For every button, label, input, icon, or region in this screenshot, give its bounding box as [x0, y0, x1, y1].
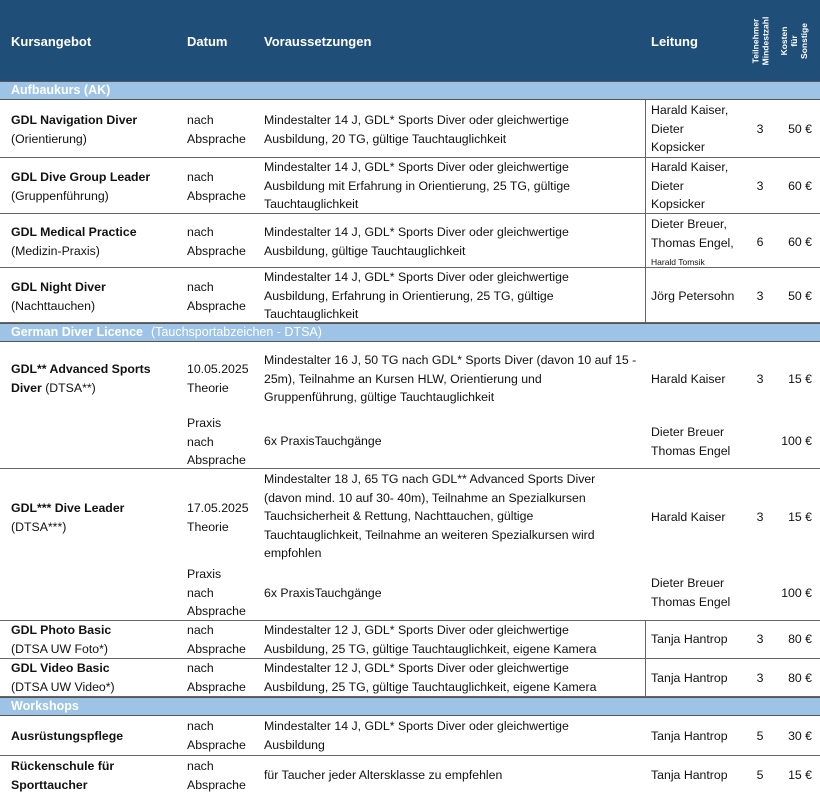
course-leader: Jörg Petersohn	[651, 289, 735, 303]
course-leader: Tanja Hantrop	[651, 632, 728, 646]
section-workshops	[0, 697, 820, 716]
header-leitung: Leitung	[651, 34, 698, 49]
header-datum: Datum	[187, 34, 228, 49]
course-requirements: Mindestalter 14 J, GDL* Sports Diver oder gleichwertige Ausbildung	[264, 719, 569, 752]
course-cost: 15 €	[788, 372, 812, 386]
course-cost: 15 €	[788, 510, 812, 524]
course-name: GDL Medical Practice (Medizin-Praxis)	[11, 225, 137, 258]
course-requirements: Mindestalter 14 J, GDL* Sports Diver oder gleichwertige Ausbildung, Erfahrung in Orientierung, 25 TG, gültige Tauchtauglichkeit	[264, 270, 569, 321]
header-voraussetzungen: Voraussetzungen	[264, 34, 372, 49]
course-leader: Harald Kaiser	[651, 372, 726, 386]
table-row	[0, 659, 820, 697]
course-date: nach Absprache	[187, 113, 246, 146]
course-name: Ausrüstungspflege	[11, 729, 124, 743]
course-cost: 60 €	[788, 179, 812, 193]
table-row	[0, 342, 820, 469]
min-participants: 5	[756, 729, 764, 743]
course-date: nach Absprache	[187, 759, 246, 792]
section-title: German Diver Licence	[11, 325, 144, 339]
table-header	[0, 0, 820, 81]
course-cost: 50 €	[788, 122, 812, 136]
practice-leader: Dieter Breuer Thomas Engel	[651, 576, 731, 609]
section-title: Aufbaukurs (AK)	[11, 83, 111, 97]
table-row	[0, 100, 820, 158]
course-name: GDL** Advanced Sports Diver (DTSA**)	[11, 362, 151, 395]
course-cost: 80 €	[788, 632, 812, 646]
course-name: GDL Navigation Diver (Orientierung)	[11, 113, 138, 146]
min-participants: 3	[756, 372, 764, 386]
table-row	[0, 621, 820, 659]
practice-date: Praxis nach Absprache	[187, 416, 246, 467]
header-kosten: Kosten für Sonstige	[779, 23, 810, 59]
table-row	[0, 756, 820, 795]
course-cost: 50 €	[788, 289, 812, 303]
course-leader: Harald Kaiser, Dieter Kopsicker	[651, 103, 729, 154]
table-row	[0, 268, 820, 323]
table-row	[0, 469, 820, 621]
course-date: nach Absprache	[187, 170, 246, 203]
course-date: 10.05.2025 Theorie	[187, 362, 249, 395]
course-leader: Harald Kaiser, Dieter Kopsicker	[651, 160, 729, 211]
table-row	[0, 158, 820, 214]
min-participants: 3	[756, 510, 764, 524]
course-date: nach Absprache	[187, 661, 246, 694]
practice-date: Praxis nach Absprache	[187, 567, 246, 618]
practice-cost: 100 €	[781, 586, 812, 600]
course-requirements: für Taucher jeder Altersklasse zu empfehlen	[264, 768, 503, 782]
table-row	[0, 214, 820, 268]
course-name: GDL Photo Basic (DTSA UW Foto*)	[11, 623, 112, 656]
course-leader: Dieter Breuer, Thomas Engel, Harald Tomsik	[651, 217, 734, 267]
course-leader: Tanja Hantrop	[651, 671, 728, 685]
course-date: nach Absprache	[187, 280, 246, 313]
min-participants: 3	[756, 122, 764, 136]
min-participants: 3	[756, 289, 764, 303]
section-aufbaukurs	[0, 81, 820, 100]
course-requirements: Mindestalter 14 J, GDL* Sports Diver oder gleichwertige Ausbildung mit Erfahrung in Orientierung, 25 TG, gültige Tauchtauglichkeit	[264, 160, 570, 211]
practice-cost: 100 €	[781, 434, 812, 448]
course-leader: Harald Kaiser	[651, 510, 726, 524]
course-leader: Tanja Hantrop	[651, 768, 728, 782]
course-requirements: Mindestalter 18 J, 65 TG nach GDL** Advanced Sports Diver (davon mind. 10 auf 30- 40m), Teilnahme an Spezialkursen Tauchsicherheit & Rettung, Nachttauchen, gültige Tauchtauglichkeit, Teilnahme an weiteren Spezialkursen wird empfohlen	[264, 472, 596, 560]
course-cost: 15 €	[788, 768, 812, 782]
course-name: Rückenschule für Sporttaucher	[11, 759, 115, 792]
practice-leader: Dieter Breuer Thomas Engel	[651, 425, 731, 458]
course-name: GDL*** Dive Leader (DTSA***)	[11, 501, 125, 534]
header-teilnehmer: Teilnehmer Mindestzahl	[750, 16, 770, 66]
course-cost: 80 €	[788, 671, 812, 685]
course-requirements: Mindestalter 14 J, GDL* Sports Diver oder gleichwertige Ausbildung, gültige Tauchtauglichkeit	[264, 225, 569, 258]
min-participants: 3	[756, 671, 764, 685]
course-date: nach Absprache	[187, 225, 246, 258]
section-title: Workshops	[11, 699, 79, 713]
course-date: 17.05.2025 Theorie	[187, 501, 249, 534]
min-participants: 5	[756, 768, 764, 782]
min-participants: 3	[756, 179, 764, 193]
practice-requirements: 6x PraxisTauchgänge	[264, 434, 382, 448]
course-name: GDL Night Diver (Nachttauchen)	[11, 280, 106, 313]
course-name: GDL Video Basic (DTSA UW Video*)	[11, 661, 115, 694]
table-row	[0, 716, 820, 756]
section-subtitle: (Tauchsportabzeichen - DTSA)	[151, 325, 322, 339]
min-participants: 3	[756, 632, 764, 646]
min-participants: 6	[756, 235, 764, 249]
section-german-diver-licence	[0, 323, 820, 342]
course-date: nach Absprache	[187, 719, 246, 752]
course-requirements: Mindestalter 14 J, GDL* Sports Diver oder gleichwertige Ausbildung, 20 TG, gültige Tauchtauglichkeit	[264, 113, 569, 146]
course-name: GDL Dive Group Leader (Gruppenführung)	[11, 170, 151, 203]
course-cost: 30 €	[788, 729, 812, 743]
course-requirements: Mindestalter 16 J, 50 TG nach GDL* Sports Diver (davon 10 auf 15 - 25m), Teilnahme an Kursen HLW, Orientierung und Gruppenführung, gültige Tauchtauglichkeit	[264, 353, 637, 404]
practice-requirements: 6x PraxisTauchgänge	[264, 586, 382, 600]
course-requirements: Mindestalter 12 J, GDL* Sports Diver oder gleichwertige Ausbildung, 25 TG, gültige Tauchtauglichkeit, eigene Kamera	[264, 623, 597, 656]
header-kursangebot: Kursangebot	[11, 34, 92, 49]
course-requirements: Mindestalter 12 J, GDL* Sports Diver oder gleichwertige Ausbildung, 25 TG, gültige Tauchtauglichkeit, eigene Kamera	[264, 661, 597, 694]
course-date: nach Absprache	[187, 623, 246, 656]
course-cost: 60 €	[788, 235, 812, 249]
course-leader: Tanja Hantrop	[651, 729, 728, 743]
